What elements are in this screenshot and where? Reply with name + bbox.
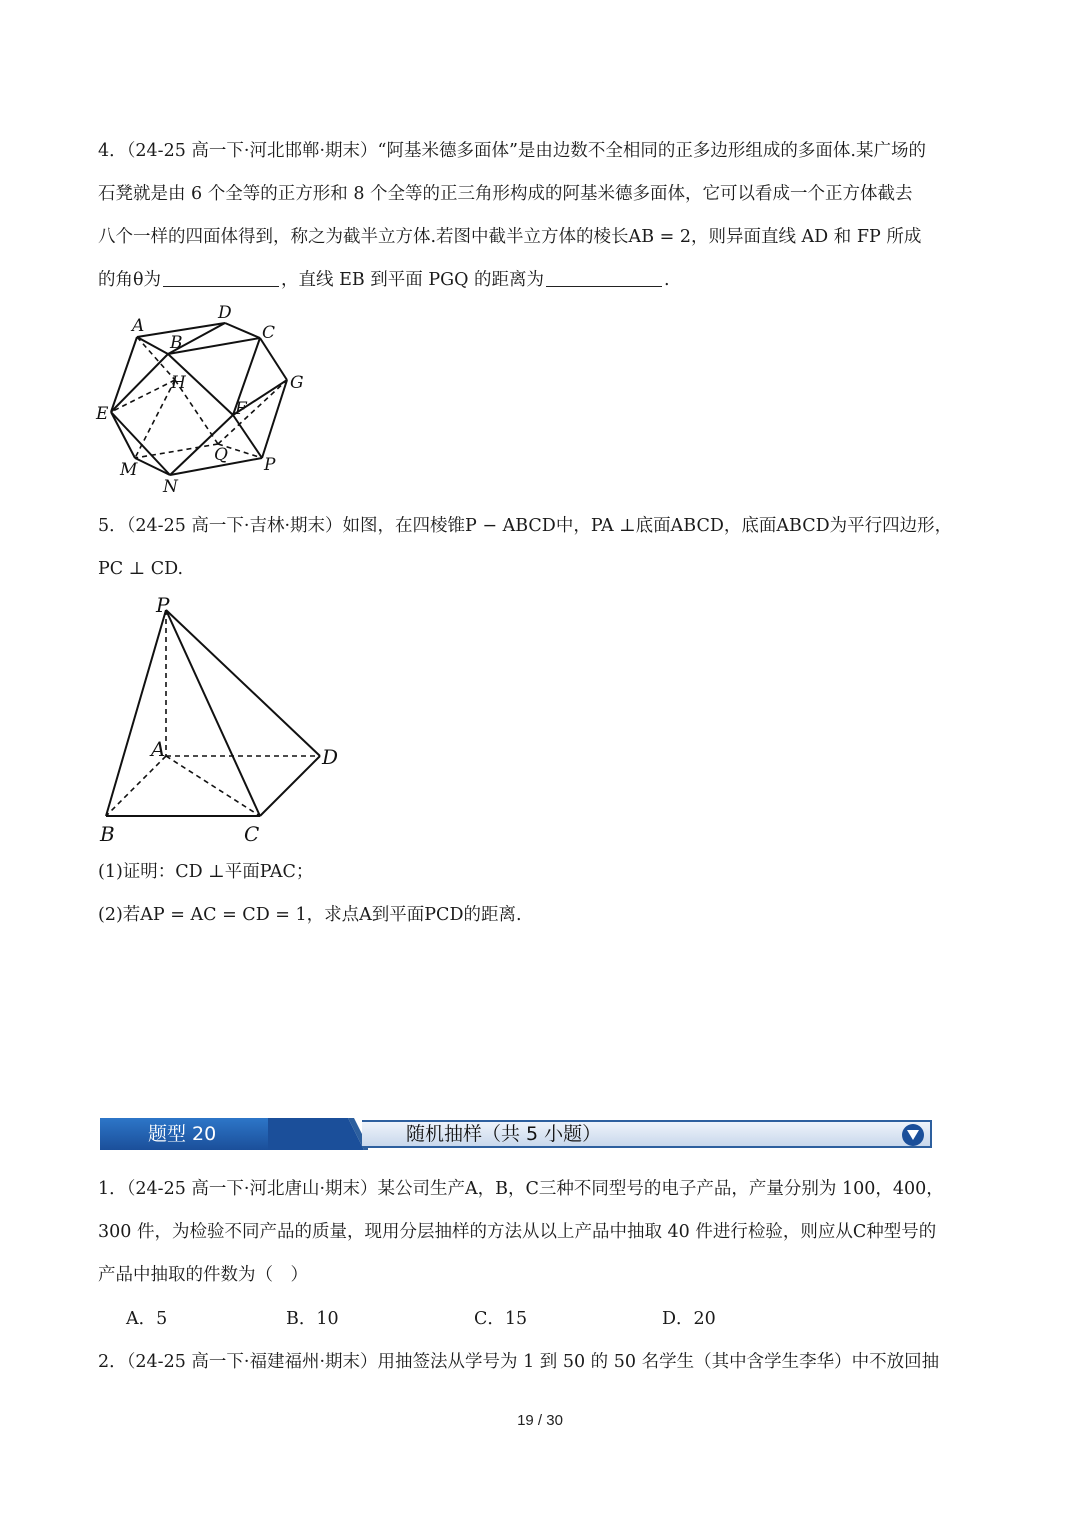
vertex-label-b: B xyxy=(100,822,115,846)
vertex-label-f: F xyxy=(235,399,247,419)
answer-blank-2[interactable] xyxy=(546,268,662,287)
page-number: 19 / 30 xyxy=(517,1412,563,1429)
cuboctahedron-figure xyxy=(90,300,320,500)
option-a[interactable]: A．5 xyxy=(126,1309,168,1329)
section-tag: 题型 20 xyxy=(100,1118,270,1150)
q5-part-2: (2)若AP = AC = CD = 1，求点A到平面PCD的距离. xyxy=(98,905,522,925)
banner-divider xyxy=(268,1116,368,1154)
q4-line-1: 4．（24-25 高一下·河北邯郸·期末）“阿基米德多面体”是由边数不全相同的正多边形组成的多面体.某广场的 xyxy=(98,141,926,161)
vertex-label-g: G xyxy=(290,373,304,393)
vertex-label-p: P xyxy=(264,455,276,475)
pyramid-figure xyxy=(96,592,356,852)
q4-line-4-mid: ，直线 EB 到平面 PGQ 的距离为 xyxy=(281,270,545,290)
q4-line-2: 石凳就是由 6 个全等的正方形和 8 个全等的正三角形构成的阿基米德多面体，它可以看成一个正方体截去 xyxy=(98,184,913,204)
option-c[interactable]: C．15 xyxy=(474,1309,528,1329)
vertex-label-m: M xyxy=(120,460,138,480)
vertex-label-a: A xyxy=(132,316,145,336)
option-d[interactable]: D．20 xyxy=(662,1309,716,1329)
q5-line-2: PC ⊥ CD. xyxy=(98,559,184,579)
vertex-label-c: C xyxy=(244,822,260,846)
vertex-label-n: N xyxy=(163,477,178,497)
q4-line-3: 八个一样的四面体得到，称之为截半立方体.若图中截半立方体的棱长AB = 2，则异面直线 AD 和 FP 所成 xyxy=(98,227,922,247)
s1-options xyxy=(126,1307,716,1331)
q4-line-4-start: 的角θ为 xyxy=(98,270,162,290)
answer-blank-1[interactable] xyxy=(163,268,279,287)
s1-line-3: 产品中抽取的件数为（ ） xyxy=(98,1265,308,1285)
section-banner xyxy=(100,1116,838,1154)
q5-line-1: 5．（24-25 高一下·吉林·期末）如图，在四棱锥P − ABCD中，PA ⊥底面ABCD，底面ABCD为平行四边形， xyxy=(98,516,953,536)
vertex-label-a: A xyxy=(151,737,166,761)
vertex-label-h: H xyxy=(171,373,186,393)
vertex-label-b: B xyxy=(170,333,183,353)
option-b[interactable]: B．10 xyxy=(286,1309,339,1329)
vertex-label-p: P xyxy=(156,593,170,617)
section-title: 随机抽样（共 5 小题） xyxy=(406,1123,602,1145)
q5-part-1: (1)证明：CD ⊥平面PAC； xyxy=(98,862,314,882)
s2-line-1: 2．（24-25 高一下·福建福州·期末）用抽签法从学号为 1 到 50 的 50 名学生（其中含学生李华）中不放回抽 xyxy=(98,1352,940,1372)
s1-line-1: 1．（24-25 高一下·河北唐山·期末）某公司生产A，B，C三种不同型号的电子产品，产量分别为 100，400， xyxy=(98,1179,944,1199)
vertex-label-q: Q xyxy=(214,445,228,465)
q4-line-4-end: . xyxy=(664,270,670,290)
section-title-bar xyxy=(362,1120,932,1148)
vertex-label-c: C xyxy=(262,323,276,343)
s1-line-2: 300 件，为检验不同产品的质量，现用分层抽样的方法从以上产品中抽取 40 件进行检验，则应从C种型号的 xyxy=(98,1222,937,1242)
vertex-label-e: E xyxy=(96,404,109,424)
q4-line-4 xyxy=(98,268,670,292)
vertex-label-d: D xyxy=(218,303,232,323)
vertex-label-d: D xyxy=(322,745,339,769)
collapse-toggle-icon[interactable] xyxy=(902,1124,924,1146)
